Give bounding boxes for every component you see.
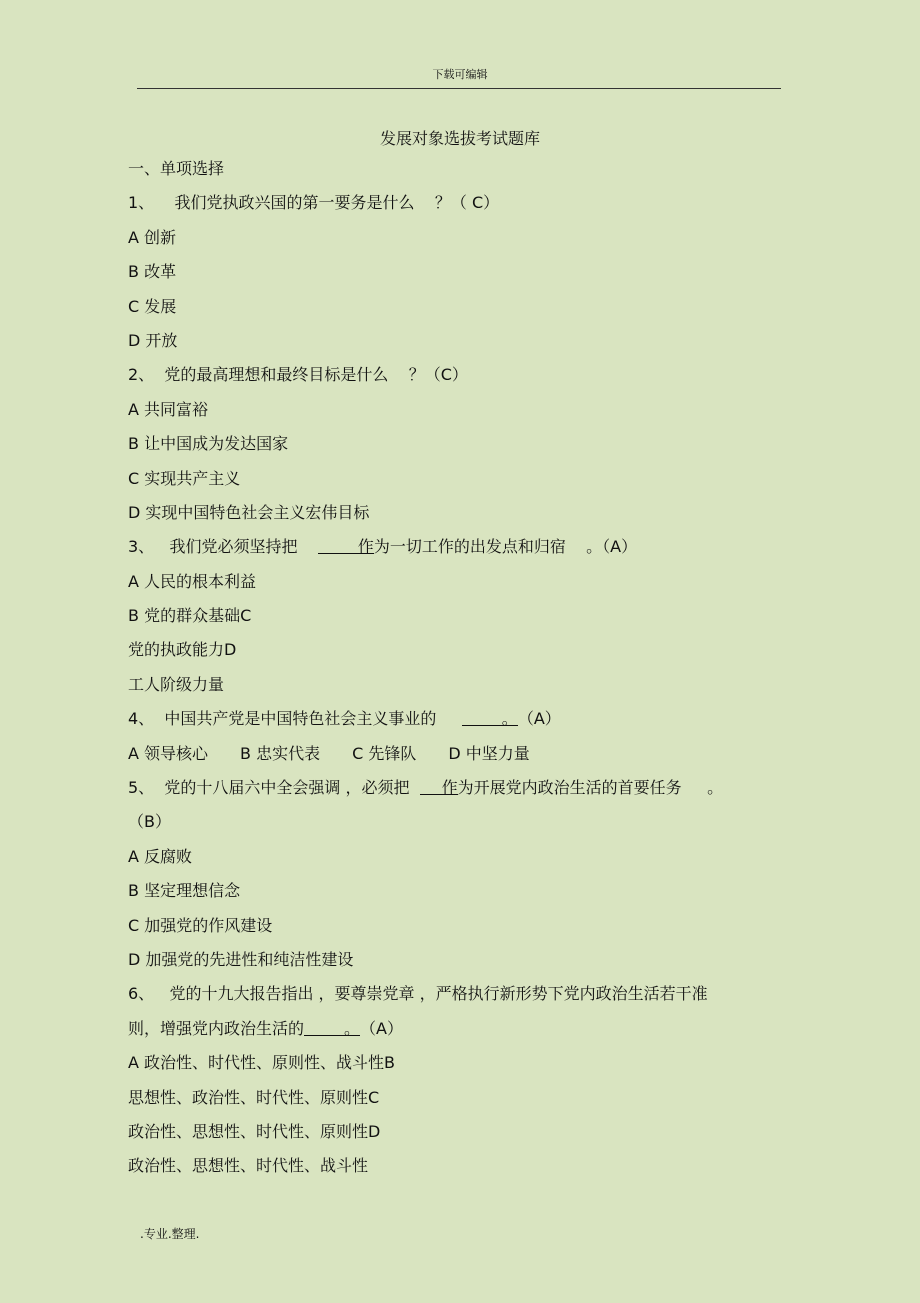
header-rule (137, 88, 781, 89)
question-number: 2、 (128, 365, 155, 385)
question-6 (128, 983, 768, 1017)
option: B 改革 (128, 262, 177, 282)
option: C 加强党的作风建设 (128, 915, 273, 935)
question-stem-tail: 为开展党内政治生活的首要任务 (457, 778, 682, 798)
option: C 发展 (128, 296, 177, 316)
blank-text: 。 (501, 709, 518, 729)
option: A 人民的根本利益 (128, 571, 257, 591)
question-stem: 我们党必须坚持把 (169, 537, 298, 557)
fill-blank (462, 708, 518, 729)
question-stem-tail: 为一切工作的出发点和归宿 (373, 537, 566, 557)
fill-blank (318, 536, 374, 557)
option: A 领导核心 (128, 743, 209, 763)
question-number: 6、 (128, 984, 155, 1004)
question-2 (128, 364, 768, 398)
fill-blank (304, 1018, 360, 1036)
option: A 创新 (128, 227, 177, 247)
option: A 反腐败 (128, 846, 193, 866)
question-5 (128, 777, 768, 811)
blank-text: 作 (357, 537, 374, 557)
question-answer: ？（C） (408, 365, 468, 385)
question-answer: （A） (360, 1018, 403, 1038)
question-number: 4、 (128, 709, 155, 729)
question-number: 1、 (128, 193, 155, 213)
document-title: 发展对象选拔考试题库 (379, 129, 540, 148)
question-stem: 党的十八届六中全会强调 ，必须把 (164, 778, 410, 798)
blank-text: 作 (441, 778, 458, 798)
question-stem: 则，增强党内政治生活的 (128, 1018, 305, 1038)
option: 思想性、政治性、时代性、原则性C (128, 1087, 380, 1107)
option: B 坚定理想信念 (128, 881, 241, 901)
option: B 让中国成为发达国家 (128, 434, 289, 454)
option: D 实现中国特色社会主义宏伟目标 (128, 502, 370, 522)
question-number: 5、 (128, 778, 155, 798)
option: C 先锋队 (352, 743, 417, 763)
question-answer: 。（A） (586, 537, 638, 557)
option: 工人阶级力量 (128, 674, 225, 694)
fill-blank (420, 777, 458, 798)
option: D 中坚力量 (448, 743, 530, 763)
question-6-cont (128, 1018, 768, 1052)
option-row (128, 743, 768, 777)
option: D 加强党的先进性和纯洁性建设 (128, 949, 354, 969)
section-heading: 一、单项选择 (128, 159, 225, 178)
question-number: 3、 (128, 537, 155, 557)
question-stem: 党的最高理想和最终目标是什么 (164, 365, 389, 385)
option: D 开放 (128, 330, 178, 350)
question-answer: （B） (128, 812, 171, 832)
option: B 党的群众基础C (128, 606, 252, 626)
blank-text: 。 (344, 1018, 361, 1038)
option: 政治性、思想性、时代性、战斗性 (128, 1156, 369, 1176)
page-header: 下载可编辑 (432, 68, 488, 81)
question-3 (128, 536, 768, 570)
option: B 忠实代表 (240, 743, 321, 763)
question-list (128, 158, 768, 1190)
page-footer: .专业.整理. (140, 1227, 200, 1241)
option: C 实现共产主义 (128, 468, 241, 488)
question-answer: ？（ C） (434, 193, 500, 213)
option: 政治性、思想性、时代性、原则性D (128, 1121, 381, 1141)
question-stem: 党的十九大报告指出 ，要尊崇党章 ，严格执行新形势下党内政治生活若干准 (169, 984, 708, 1004)
question-answer: （A） (517, 709, 561, 729)
question-punct: 。 (707, 778, 724, 798)
option: A 共同富裕 (128, 399, 209, 419)
question-4 (128, 708, 768, 742)
question-stem: 中国共产党是中国特色社会主义事业的 (164, 709, 437, 729)
question-stem: 我们党执政兴国的第一要务是什么 (174, 193, 415, 213)
option: 党的执政能力D (128, 640, 237, 660)
question-1 (128, 192, 768, 226)
option: A 政治性、时代性、原则性、战斗性B (128, 1053, 396, 1073)
